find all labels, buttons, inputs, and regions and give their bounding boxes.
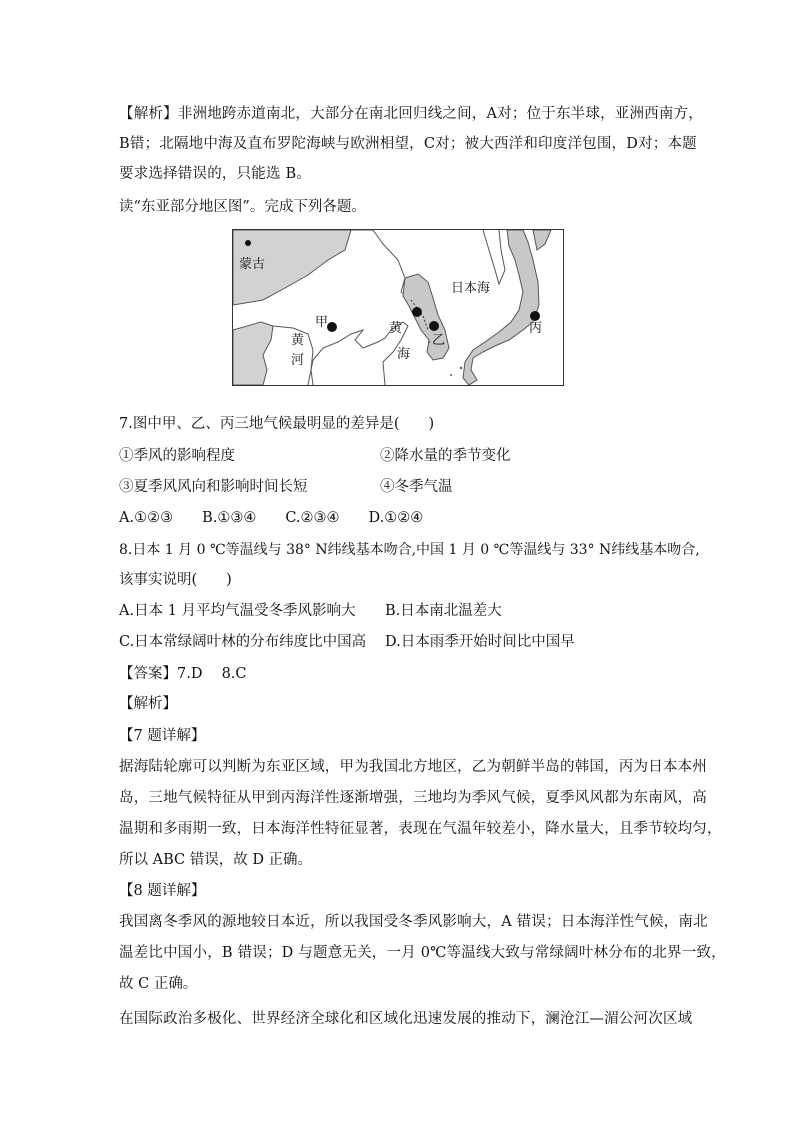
label-jia: 甲 [315, 315, 329, 330]
russia-coast [483, 230, 505, 284]
q8-detail-line-2: 温差比中国小，B 错误；D 与题意无关，一月 0℃等温线大致与常绿阔叶林分布的北界一致， [119, 945, 726, 961]
label-yellow-sea-2: 海 [397, 347, 411, 362]
q7-option-1: ①季风的影响程度 [119, 448, 235, 464]
q7-detail-line-1: 据海陆轮廓可以判断为东亚区域，甲为我国北方地区，乙为朝鲜半岛的韩国，丙为日本本州 [119, 759, 707, 775]
japan-islands [463, 230, 539, 385]
q8-detail-heading: 【8 题详解】 [119, 883, 206, 899]
bing-location-dot [530, 311, 540, 321]
analysis-text-line-1: 【解析】非洲地跨赤道南北，大部分在南北回归线之间，A对；位于东半球，亚洲西南方， [119, 106, 703, 122]
label-huanghe-1: 黄 [291, 333, 305, 348]
label-sea-of-japan: 日本海 [451, 281, 491, 296]
q8-detail-line-1: 我国离冬季风的源地较日本近，所以我国受冬季风影响大，A 错误；日本海洋性气候，南北 [119, 914, 708, 930]
label-yi: 乙 [432, 333, 446, 348]
china-shaded-region [233, 322, 273, 385]
q7-stem: 7.图中甲、乙、丙三地气候最明显的差异是( ) [119, 416, 435, 432]
jia-location-dot [327, 322, 337, 332]
label-mongolia: 蒙古 [239, 257, 266, 272]
reading-instruction: 读“东亚部分地区图”。完成下列各题。 [119, 199, 366, 215]
hokkaido-island [533, 230, 551, 250]
q7-option-3: ③夏季风风向和影响时间长短 [119, 479, 308, 495]
island-dot [428, 341, 430, 343]
q8-option-a: A.日本 1 月平均气温受冬季风影响大 [119, 603, 356, 619]
label-yellow-sea-1: 黄 [389, 321, 403, 336]
label-bing: 丙 [529, 321, 543, 336]
q7-choices: A.①②③ B.①③④ C.②③④ D.①②④ [119, 510, 424, 526]
answer-line: 【答案】7.D 8.C [119, 666, 247, 682]
q8-option-c: C.日本常绿阔叶林的分布纬度比中国高 [119, 634, 367, 650]
mongolia-dot [245, 240, 251, 246]
east-asia-map [232, 229, 564, 386]
q7-detail-line-4: 所以 ABC 错误，故 D 正确。 [119, 852, 313, 868]
q8-stem-line-2: 该事实说明( ) [119, 572, 232, 588]
island-dot [460, 367, 462, 369]
next-paragraph: 在国际政治多极化、世界经济全球化和区域化迅速发展的推动下，澜沧江—湄公河次区域 [119, 1011, 693, 1027]
analysis-heading: 【解析】 [119, 696, 177, 712]
island-dot [450, 374, 452, 376]
q7-detail-line-2: 岛，三地气候特征从甲到丙海洋性逐渐增强，三地均为季风气候，夏季风风都为东南风，高 [119, 790, 707, 806]
coastline-north [351, 230, 411, 300]
q8-detail-line-3: 故 C 正确。 [119, 976, 198, 992]
q8-stem-line-1: 8.日本 1 月 0 ℃等温线与 38° N纬线基本吻合,中国 1 月 0 ℃等温线与 33° N纬线基本吻合, [119, 542, 700, 558]
yi-location-dot [429, 321, 439, 331]
label-huanghe-2: 河 [291, 353, 305, 368]
q7-option-4: ④冬季气温 [380, 479, 453, 495]
analysis-text-line-3: 要求选择错误的，只能选 B。 [119, 166, 312, 182]
q7-detail-heading: 【7 题详解】 [119, 728, 206, 744]
korea-location-dot [412, 307, 422, 317]
q8-option-d: D.日本雨季开始时间比中国早 [385, 634, 575, 650]
q8-option-b: B.日本南北温差大 [385, 603, 502, 619]
q7-detail-line-3: 温期和多雨期一致，日本海洋性特征显著，表现在气温年较差小，降水量大，且季节较均匀， [119, 821, 722, 837]
analysis-text-line-2: B错；北隔地中海及直布罗陀海峡与欧洲相望，C对；被大西洋和印度洋包围，D对；本题 [119, 136, 697, 152]
q7-option-2: ②降水量的季节变化 [380, 448, 511, 464]
